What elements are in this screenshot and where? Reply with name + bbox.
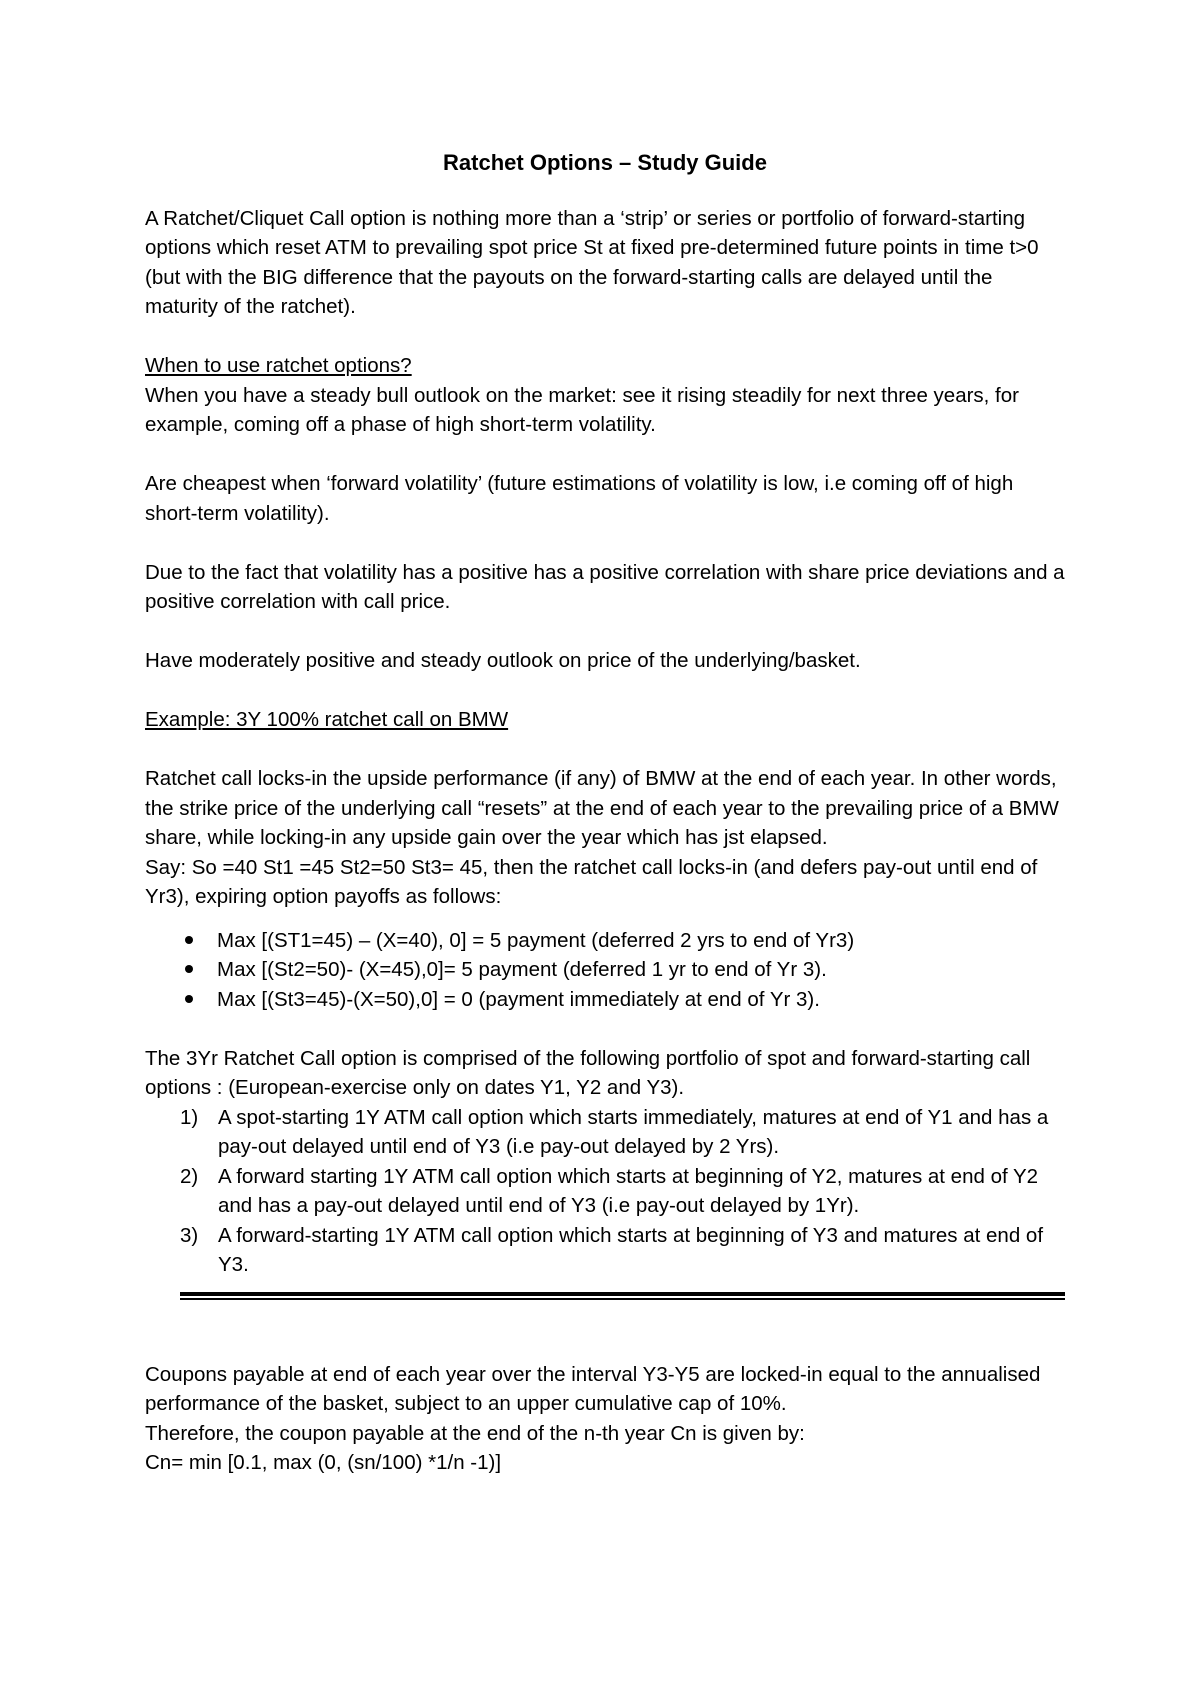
coupon-therefore: Therefore, the coupon payable at the end of the n-th year Cn is given by: (145, 1421, 805, 1445)
double-divider (180, 1292, 1065, 1300)
step-text: A forward-starting 1Y ATM call option which starts at beginning of Y3 and matures at end of Y3. (218, 1223, 1044, 1276)
intro-paragraph: A Ratchet/Cliquet Call option is nothing more than a ‘strip’ or series or portfolio of forward-starting options which reset ATM to prevailing spot price St at fixed pre-determined future points in time t>0 (but with the BIG difference that the payouts on the forward-starting calls are delayed until the maturity of the ratchet). (145, 206, 1039, 318)
step-number: 3) (180, 1223, 199, 1247)
payoff-list (145, 926, 1065, 1015)
portfolio-steps (145, 1103, 1065, 1280)
when-paragraph-4: Have moderately positive and steady outlook on price of the underlying/basket. (145, 649, 861, 672)
when-paragraph-1: When you have a steady bull outlook on the market: see it rising steadily for next three years, for example, coming off a phase of high short-term volatility. (145, 383, 1019, 436)
payoff-item: Max [(St3=45)-(X=50),0] = 0 (payment immediately at end of Yr 3). (185, 985, 1065, 1015)
coupon-section (145, 1360, 1065, 1478)
example-paragraph-2: Say: So =40 St1 =45 St2=50 St3= 45, then the ratchet call locks-in (and defers pay-out until end of Yr3), expiring option payoffs as follows: (145, 855, 1038, 908)
step-number: 2) (180, 1164, 199, 1188)
portfolio-step (180, 1162, 1065, 1221)
page-title: Ratchet Options – Study Guide (443, 150, 767, 175)
step-text: A spot-starting 1Y ATM call option which starts immediately, matures at end of Y1 and has a pay-out delayed until end of Y3 (i.e pay-out delayed by 2 Yrs). (218, 1105, 1049, 1158)
when-paragraph-2: Are cheapest when ‘forward volatility’ (future estimations of volatility is low, i.e coming off of high short-term volatility). (145, 472, 1014, 525)
step-number: 1) (180, 1105, 199, 1129)
example-heading: Example: 3Y 100% ratchet call on BMW (145, 708, 509, 731)
payoff-item: Max [(St2=50)- (X=45),0]= 5 payment (deferred 1 yr to end of Yr 3). (185, 955, 1065, 985)
portfolio-step (180, 1103, 1065, 1162)
when-heading: When to use ratchet options? (145, 354, 412, 377)
coupon-formula: Cn= min [0.1, max (0, (sn/100) *1/n -1)] (145, 1451, 502, 1474)
portfolio-step (180, 1221, 1065, 1280)
coupon-paragraph: Coupons payable at end of each year over the interval Y3-Y5 are locked-in equal to the annualised performance of the basket, subject to an upper cumulative cap of 10%. (145, 1362, 1041, 1415)
when-paragraph-3: Due to the fact that volatility has a positive has a positive correlation with share price deviations and a positive correlation with call price. (145, 560, 1065, 613)
portfolio-intro: The 3Yr Ratchet Call option is comprised of the following portfolio of spot and forward-starting call options : (European-exercise only on dates Y1, Y2 and Y3). (145, 1046, 1031, 1099)
document-page (145, 148, 1065, 1478)
step-text: A forward starting 1Y ATM call option which starts at beginning of Y2, matures at end of Y2 and has a pay-out delayed until end of Y3 (i.e pay-out delayed by 1Yr). (218, 1164, 1039, 1217)
payoff-item: Max [(ST1=45) – (X=40), 0] = 5 payment (deferred 2 yrs to end of Yr3) (185, 926, 1065, 956)
example-paragraph-1: Ratchet call locks-in the upside performance (if any) of BMW at the end of each year. In other words, the strike price of the underlying call “resets” at the end of each year to the prevailing price of a BMW share, while locking-in any upside gain over the year which has jst elapsed. (145, 767, 1059, 849)
divider-thin-line (180, 1298, 1065, 1300)
